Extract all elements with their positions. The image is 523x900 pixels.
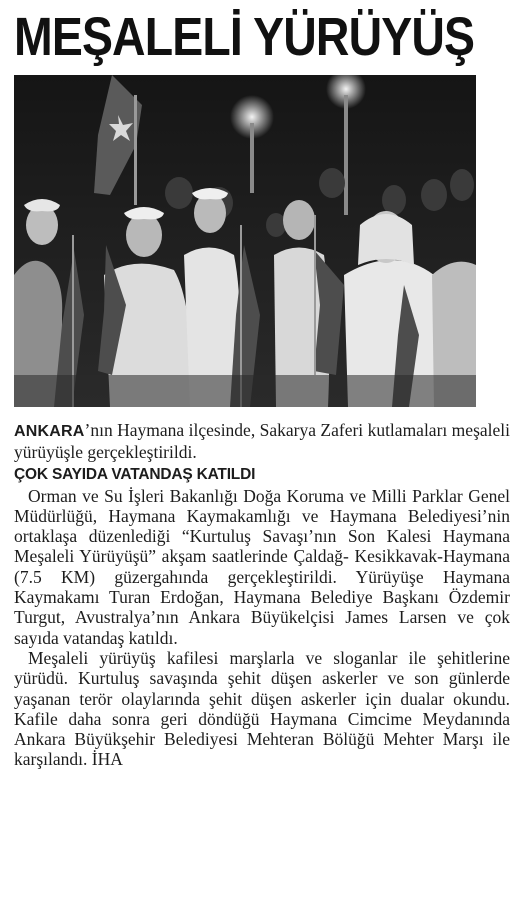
article-photo [14,75,476,407]
article-body [14,420,510,770]
article-paragraph-2: Meşaleli yürüyüş kafilesi marşlarla ve sloganlar ile şehitlerine yürüdü. Kurtuluş savaşında şehit düşen askerler ve son günlerde yaşanan terör olaylarında şehit düşen askerler için dualar okundu. Kafile daha sonra geri döndüğü Haymana Cimcime Meydanında Ankara Büyükşehir Belediyesi Mehteran Bölüğü Mehter Marşı ile karşılandı. İHA [14,647,510,770]
article-paragraph-1: Orman ve Su İşleri Bakanlığı Doğa Koruma ve Milli Parklar Genel Müdürlüğü, Haymana Kaymakamlığı ve Haymana Belediyesi’nin ortaklaşa düzenlediği “Kurtuluş Savaşı’nın Son Kalesi Haymana Meşaleli Yürüyüşü” akşam saatlerinde Çaldağ- Kesikkavak-Haymana (7.5 KM) güzergahında gerçekleştirildi. Yürüyüşe Haymana Kaymakamı Turan Erdoğan, Haymana Belediye Başkanı Özdemir Turgut, Avustralya’nın Ankara Büyükelçisi James Larsen ve çok sayıda vatandaş katıldı. [14,485,510,648]
article-subheading: ÇOK SAYIDA VATANDAŞ KATILDI [14,465,256,483]
article-headline: MEŞALELİ YÜRÜYÜŞ [14,7,475,67]
article-lead-text: ’nın Haymana ilçesinde, Sakarya Zaferi kutlamaları meşaleli yürüyüşle gerçekleştirildi. [14,420,510,463]
article-lead [14,420,510,463]
article-location: ANKARA [14,423,85,440]
